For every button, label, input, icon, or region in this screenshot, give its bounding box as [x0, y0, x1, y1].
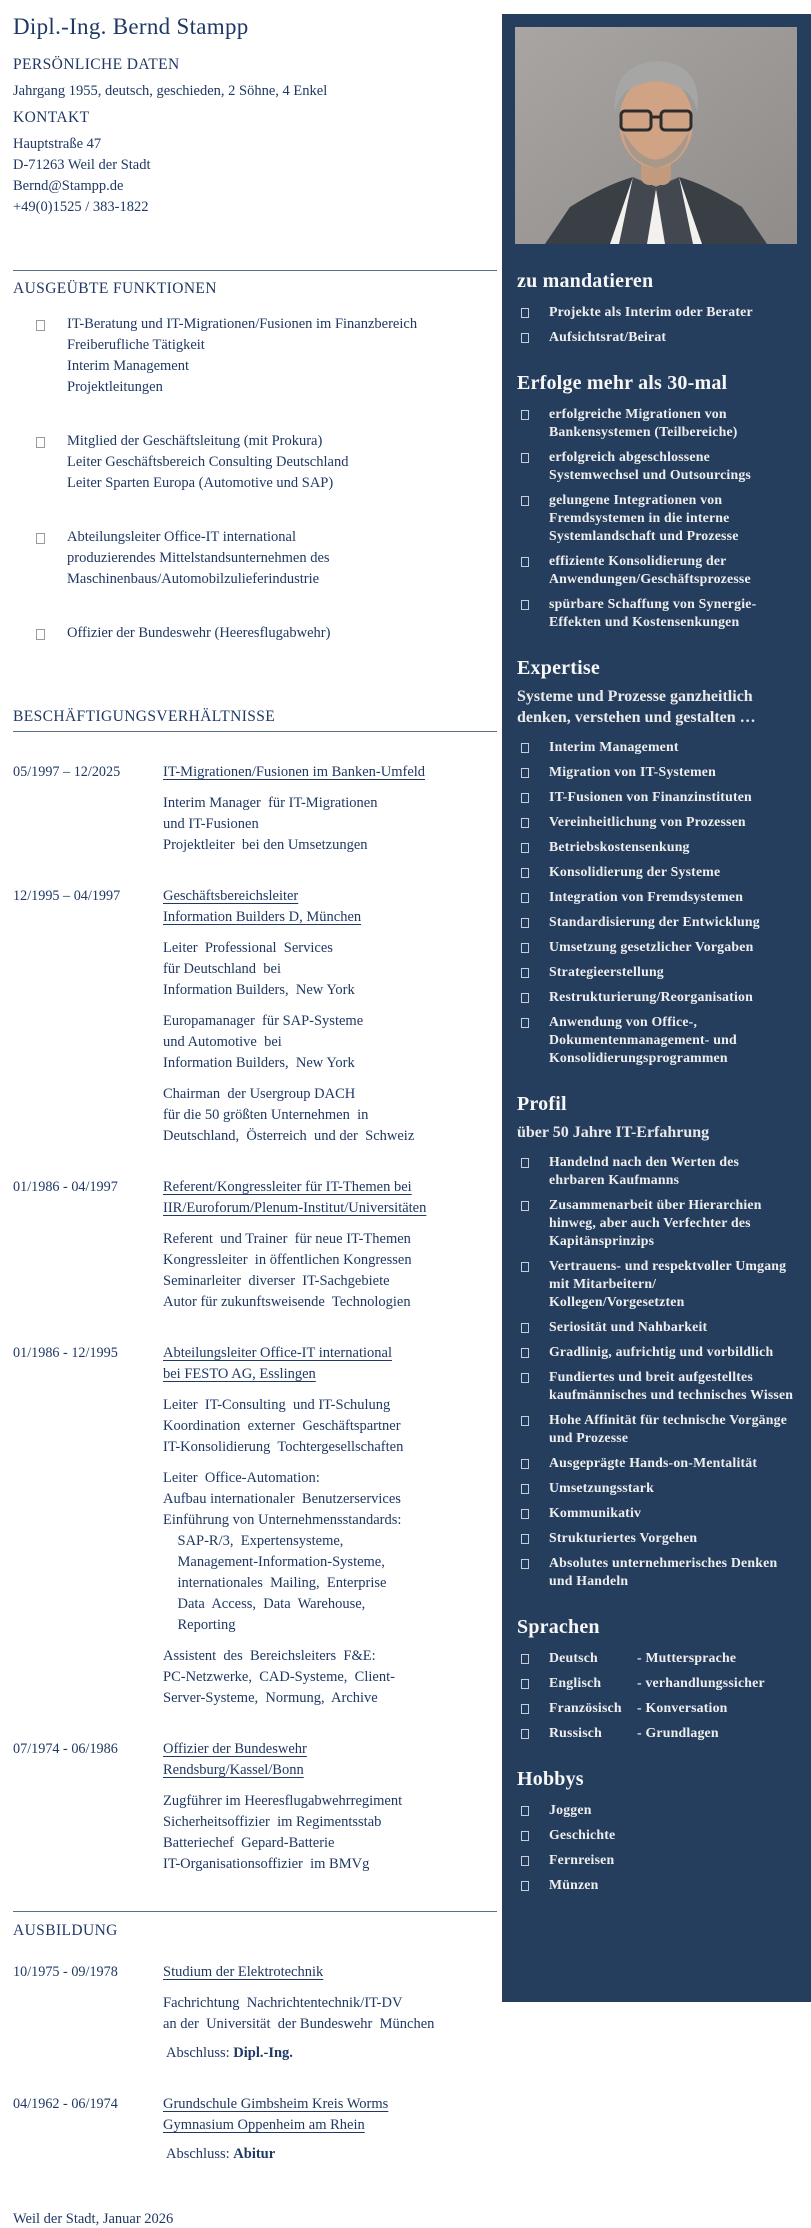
portrait-photo-image: [515, 27, 797, 244]
sidebar-heading: Erfolge mehr als 30-mal: [517, 372, 728, 394]
sidebar-section-zu-mandatieren: [517, 270, 795, 346]
sidebar-item: [517, 738, 795, 756]
sidebar-item: [517, 405, 795, 441]
entry-paragraph-line: SAP-R/3, Expertensysteme,: [163, 1533, 344, 1549]
bullet-square-icon: [521, 1509, 529, 1519]
function-item: [13, 431, 492, 494]
entry-title-line: Offizier der Bundeswehr: [163, 1741, 307, 1757]
entry-date: 01/1986 - 12/1995: [13, 1345, 118, 1361]
function-item-text: [67, 623, 330, 644]
function-item-line: Leiter Sparten Europa (Automotive und SAP): [67, 475, 334, 491]
entry-details: [163, 762, 492, 856]
sidebar-heading: Hobbys: [517, 1768, 584, 1790]
entry-title-line: Geschäftsbereichsleiter: [163, 888, 299, 904]
bullet-square-icon: [521, 1323, 529, 1333]
sidebar-heading: zu mandatieren: [517, 270, 654, 292]
entry-details: [163, 1962, 492, 2064]
sidebar-item-text: Gradlinig, aufrichtig und vorbildlich: [549, 1344, 774, 1359]
entry-paragraph-line: Leiter IT-Consulting und IT-Schulung: [163, 1397, 391, 1413]
sidebar-item: [517, 1479, 795, 1497]
language-level: - Konversation: [637, 1700, 728, 1715]
sidebar-section-profil: [517, 1093, 795, 1590]
entry-paragraph: [163, 1791, 492, 1875]
bullet-square-icon: [36, 320, 45, 331]
sidebar-item: [517, 448, 795, 484]
entry-paragraph-line: und IT-Fusionen: [163, 816, 259, 832]
sidebar-item: [517, 963, 795, 981]
contact-line: D-71263 Weil der Stadt: [13, 157, 151, 173]
bullet-square-icon: [521, 768, 529, 778]
entry-title: [163, 1962, 492, 1983]
entry-paragraph-line: für Deutschland bei: [163, 961, 281, 977]
sidebar-sections: [513, 270, 799, 1894]
entry-title-line: Information Builders D, München: [163, 909, 362, 925]
bullet-square-icon: [521, 968, 529, 978]
entry-title: [163, 1343, 492, 1385]
sidebar-item: [517, 491, 795, 545]
sidebar-item: [517, 1876, 795, 1894]
entry-paragraph-line: an der Universität der Bundeswehr München: [163, 2016, 435, 2032]
bullet-square-icon: [521, 1881, 529, 1891]
sidebar-item-text: Interim Management: [549, 739, 679, 754]
entry-paragraph-line: Fachrichtung Nachrichtentechnik/IT-DV: [163, 1995, 403, 2011]
sidebar-list: [517, 1153, 795, 1590]
sidebar-list: [517, 1649, 795, 1742]
sidebar-heading: Profil: [517, 1093, 567, 1115]
entry-title: [163, 886, 492, 928]
timeline-entry: [13, 1962, 492, 2064]
page-title: Dipl.-Ing. Bernd Stampp: [13, 14, 249, 39]
entry-paragraph-line: Information Builders, New York: [163, 1055, 355, 1071]
language-name: Russisch: [549, 1725, 602, 1740]
language-level: - Muttersprache: [637, 1650, 737, 1665]
entry-paragraph-line: internationales Mailing, Enterprise: [163, 1575, 387, 1591]
sidebar-item: [517, 552, 795, 588]
sidebar-item-text: erfolgreich abgeschlossene Systemwechsel und Outsourcings: [549, 449, 751, 482]
sidebar-item: [517, 1343, 795, 1361]
sidebar-section-expertise: [517, 657, 795, 1067]
bullet-square-icon: [521, 1534, 529, 1544]
entry-paragraph-line: Koordination externer Geschäftspartner: [163, 1418, 401, 1434]
degree-line: [163, 2144, 492, 2165]
function-item-line: Leiter Geschäftsbereich Consulting Deutschland: [67, 454, 349, 470]
degree-value: Abitur: [233, 2146, 276, 2162]
timeline-entry: [13, 886, 492, 1147]
entry-paragraph-line: Batteriechef Gepard-Batterie: [163, 1835, 335, 1851]
entry-title-line: Studium der Elektrotechnik: [163, 1964, 324, 1980]
bullet-square-icon: [521, 1559, 529, 1569]
sidebar-item-text: Umsetzung gesetzlicher Vorgaben: [549, 939, 754, 954]
section-divider: [13, 731, 497, 732]
entry-paragraph-line: Reporting: [163, 1617, 236, 1633]
entry-paragraph-line: Europamanager für SAP-Systeme: [163, 1013, 364, 1029]
function-item-line: Maschinenbaus/Automobilzulieferindustrie: [67, 571, 320, 587]
entry-title-line: Grundschule Gimbsheim Kreis Worms: [163, 2096, 389, 2112]
entry-paragraph-line: Leiter Office-Automation:: [163, 1470, 320, 1486]
entry-title-line: Rendsburg/Kassel/Bonn: [163, 1762, 304, 1778]
bullet-square-icon: [36, 629, 45, 640]
sidebar-item: [517, 1257, 795, 1311]
bullet-square-icon: [521, 496, 529, 506]
sidebar-item: [517, 1529, 795, 1547]
sidebar-item-text: Restrukturierung/Reorganisation: [549, 989, 753, 1004]
sidebar-list: [517, 1801, 795, 1894]
entry-title-line: Abteilungsleiter Office-IT international: [163, 1345, 392, 1361]
sidebar-item-text: Integration von Fremdsystemen: [549, 889, 744, 904]
entry-date: 12/1995 – 04/1997: [13, 888, 121, 904]
language-item-text: [549, 1649, 736, 1667]
sidebar-item: [517, 813, 795, 831]
sidebar-item: [517, 888, 795, 906]
personal-data-line: Jahrgang 1955, deutsch, geschieden, 2 Söhne, 4 Enkel: [13, 83, 328, 99]
bullet-square-icon: [521, 1373, 529, 1383]
sidebar-item: [517, 838, 795, 856]
entry-paragraph-line: Server-Systeme, Normung, Archive: [163, 1690, 378, 1706]
sidebar-section-sprachen: [517, 1616, 795, 1742]
entry-paragraph-line: Zugführer im Heeresflugabwehrregiment: [163, 1793, 403, 1809]
sidebar-item-text: Ausgeprägte Hands-on-Mentalität: [549, 1455, 758, 1470]
sidebar-item-text: Kommunikativ: [549, 1505, 642, 1520]
bullet-square-icon: [521, 333, 529, 343]
degree-line: [163, 2043, 492, 2064]
entry-title-line: IIR/Euroforum/Plenum-Institut/Universitäten: [163, 1200, 427, 1216]
entry-paragraph: [163, 1646, 492, 1709]
sidebar-item-text: Umsetzungsstark: [549, 1480, 654, 1495]
language-item: [517, 1699, 795, 1717]
bullet-square-icon: [521, 993, 529, 1003]
sidebar-item: [517, 863, 795, 881]
bullet-square-icon: [521, 1806, 529, 1816]
entry-paragraph-line: Autor für zukunftsweisende Technologien: [163, 1294, 411, 1310]
entry-details: [163, 886, 492, 1147]
functions-list: [13, 314, 492, 644]
function-item-line: Mitglied der Geschäftsleitung (mit Prokura): [67, 433, 323, 449]
sidebar-item-text: IT-Fusionen von Finanzinstituten: [549, 789, 752, 804]
sidebar-item-text: Absolutes unternehmerisches Denken und Handeln: [549, 1555, 778, 1588]
bullet-square-icon: [521, 1158, 529, 1168]
entry-title: [163, 1177, 492, 1219]
entry-paragraph-line: Management-Information-Systeme,: [163, 1554, 385, 1570]
employment-list: [13, 762, 492, 1875]
bullet-square-icon: [521, 943, 529, 953]
entry-paragraph-line: Referent und Trainer für neue IT-Themen: [163, 1231, 411, 1247]
place-date-line: Weil der Stadt, Januar 2026: [13, 2211, 174, 2227]
bullet-square-icon: [521, 1018, 529, 1028]
sidebar-list: [517, 405, 795, 631]
entry-paragraph-line: IT-Konsolidierung Tochtergesellschaften: [163, 1439, 404, 1455]
sidebar-item: [517, 938, 795, 956]
timeline-entry: [13, 1343, 492, 1709]
sidebar-heading: Expertise: [517, 657, 600, 679]
entry-title-line: Referent/Kongressleiter für IT-Themen bei: [163, 1179, 412, 1195]
sidebar-subtitle: Systeme und Prozesse ganzheitlich denken, verstehen und gestalten …: [517, 688, 756, 726]
entry-date: 01/1986 - 04/1997: [13, 1179, 118, 1195]
entry-paragraph-line: Deutschland, Österreich und der Schweiz: [163, 1128, 415, 1144]
sidebar-item-text: spürbare Schaffung von Synergie-Effekten und Kostensenkungen: [549, 596, 757, 629]
entry-paragraph: [163, 1468, 492, 1636]
timeline-entry: [13, 762, 492, 856]
sidebar-item-text: Zusammenarbeit über Hierarchien hinweg, aber auch Verfechter des Kapitänsprinzips: [549, 1197, 762, 1248]
contact-line: Hauptstraße 47: [13, 136, 102, 152]
language-item-text: [549, 1699, 728, 1717]
bullet-square-icon: [521, 1459, 529, 1469]
function-item-line: Abteilungsleiter Office-IT international: [67, 529, 296, 545]
language-item: [517, 1674, 795, 1692]
bullet-square-icon: [521, 1704, 529, 1714]
function-item: [13, 527, 492, 590]
sidebar-item-text: Handelnd nach den Werten des ehrbaren Kaufmanns: [549, 1154, 740, 1187]
language-name: Französisch: [549, 1700, 622, 1715]
bullet-square-icon: [521, 453, 529, 463]
entry-paragraph: [163, 938, 492, 1001]
education-list: [13, 1962, 492, 2165]
degree-value: Dipl.-Ing.: [233, 2045, 293, 2061]
language-name: Englisch: [549, 1675, 602, 1690]
sidebar-item: [517, 1454, 795, 1472]
function-item-text: [67, 314, 417, 398]
bullet-square-icon: [36, 437, 45, 448]
sidebar-item: [517, 1196, 795, 1250]
bullet-square-icon: [521, 1654, 529, 1664]
entry-title-line: IT-Migrationen/Fusionen im Banken-Umfeld: [163, 764, 426, 780]
entry-paragraph: [163, 1229, 492, 1313]
sidebar-item: [517, 1851, 795, 1869]
section-heading-contact: KONTAKT: [13, 109, 90, 126]
function-item-line: Projektleitungen: [67, 379, 163, 395]
entry-paragraph: [163, 793, 492, 856]
entry-details: [163, 1739, 492, 1875]
sidebar-item: [517, 1153, 795, 1189]
timeline-entry: [13, 1177, 492, 1313]
sidebar-item-text: erfolgreiche Migrationen von Bankensystemen (Teilbereiche): [549, 406, 738, 439]
timeline-entry: [13, 1739, 492, 1875]
bullet-square-icon: [521, 1856, 529, 1866]
entry-details: [163, 1177, 492, 1313]
sidebar-item: [517, 1368, 795, 1404]
sidebar-item-text: gelungene Integrationen von Fremdsystemen in die interne Systemlandschaft und Prozesse: [549, 492, 739, 543]
entry-date: 07/1974 - 06/1986: [13, 1741, 118, 1757]
bullet-square-icon: [521, 1484, 529, 1494]
bullet-square-icon: [521, 868, 529, 878]
sidebar-item: [517, 328, 795, 346]
language-name: Deutsch: [549, 1650, 598, 1665]
sidebar-item-text: Aufsichtsrat/Beirat: [549, 329, 667, 344]
function-item: [13, 314, 492, 398]
sidebar-item: [517, 595, 795, 631]
function-item-line: IT-Beratung und IT-Migrationen/Fusionen im Finanzbereich: [67, 316, 418, 332]
bullet-square-icon: [521, 843, 529, 853]
function-item-line: Interim Management: [67, 358, 189, 374]
entry-paragraph-line: Information Builders, New York: [163, 982, 355, 998]
sidebar-item: [517, 988, 795, 1006]
sidebar-item-text: effiziente Konsolidierung der Anwendungen/Geschäftsprozesse: [549, 553, 751, 586]
sidebar-item-text: Projekte als Interim oder Berater: [549, 304, 753, 319]
bullet-square-icon: [521, 918, 529, 928]
sidebar-item-text: Münzen: [549, 1877, 599, 1892]
bullet-square-icon: [521, 1201, 529, 1211]
entry-paragraph: [163, 1011, 492, 1074]
sidebar-item: [517, 913, 795, 931]
language-item-text: [549, 1674, 765, 1692]
bullet-square-icon: [521, 410, 529, 420]
bullet-square-icon: [521, 793, 529, 803]
entry-date: 10/1975 - 09/1978: [13, 1964, 118, 1980]
entry-paragraph: [163, 1993, 492, 2035]
language-item: [517, 1649, 795, 1667]
sidebar-item-text: Fundiertes und breit aufgestelltes kaufmännisches und technisches Wissen: [549, 1369, 794, 1402]
sidebar-item-text: Strukturiertes Vorgehen: [549, 1530, 698, 1545]
function-item-line: produzierendes Mittelstandsunternehmen des: [67, 550, 330, 566]
portrait-photo: [515, 27, 797, 244]
sidebar-item-text: Joggen: [549, 1802, 592, 1817]
section-heading-functions: AUSGEÜBTE FUNKTIONEN: [13, 280, 217, 297]
sidebar-item: [517, 763, 795, 781]
degree-label: Abschluss:: [166, 2045, 234, 2061]
language-item-text: [549, 1724, 719, 1742]
timeline-entry: [13, 2094, 492, 2165]
sidebar: [502, 14, 811, 2002]
sidebar-item: [517, 303, 795, 321]
contact-block: [13, 134, 492, 218]
sidebar-item-text: Konsolidierung der Systeme: [549, 864, 721, 879]
sidebar-item: [517, 1801, 795, 1819]
entry-details: [163, 1343, 492, 1709]
entry-paragraph-line: Data Access, Data Warehouse,: [163, 1596, 366, 1612]
sidebar-item-text: Hohe Affinität für technische Vorgänge und Prozesse: [549, 1412, 788, 1445]
degree-label: Abschluss:: [166, 2146, 234, 2162]
section-divider: [13, 1911, 497, 1912]
sidebar-list: [517, 303, 795, 346]
sidebar-item: [517, 1826, 795, 1844]
contact-line: +49(0)1525 / 383-1822: [13, 199, 149, 215]
bullet-square-icon: [521, 557, 529, 567]
sidebar-subtitle: über 50 Jahre IT-Erfahrung: [517, 1124, 710, 1141]
entry-paragraph-line: IT-Organisationsoffizier im BMVg: [163, 1856, 370, 1872]
contact-line: Bernd@Stampp.de: [13, 178, 124, 194]
entry-title: [163, 1739, 492, 1781]
sidebar-item: [517, 1504, 795, 1522]
bullet-square-icon: [521, 1679, 529, 1689]
entry-paragraph-line: Leiter Professional Services: [163, 940, 333, 956]
entry-paragraph-line: PC-Netzwerke, CAD-Systeme, Client-: [163, 1669, 395, 1685]
entry-paragraph-line: Aufbau internationaler Benutzerservices: [163, 1491, 401, 1507]
entry-date: 04/1962 - 06/1974: [13, 2096, 118, 2112]
sidebar-item: [517, 1013, 795, 1067]
entry-paragraph: [163, 1395, 492, 1458]
entry-paragraph-line: für die 50 größten Unternehmen in: [163, 1107, 369, 1123]
entry-paragraph-line: Interim Manager für IT-Migrationen: [163, 795, 378, 811]
language-level: - Grundlagen: [637, 1725, 719, 1740]
bullet-square-icon: [521, 1348, 529, 1358]
sidebar-item: [517, 1554, 795, 1590]
entry-paragraph-line: Assistent des Bereichsleiters F&E:: [163, 1648, 376, 1664]
sidebar-item-text: Betriebskostensenkung: [549, 839, 690, 854]
sidebar-item-text: Migration von IT-Systemen: [549, 764, 716, 779]
sidebar-list: [517, 738, 795, 1067]
entry-paragraph-line: Kongressleiter in öffentlichen Kongressen: [163, 1252, 412, 1268]
function-item-text: [67, 527, 330, 590]
entry-paragraph-line: Seminarleiter diverser IT-Sachgebiete: [163, 1273, 390, 1289]
entry-title-line: bei FESTO AG, Esslingen: [163, 1366, 316, 1382]
bullet-square-icon: [521, 1416, 529, 1426]
function-item-line: Freiberufliche Tätigkeit: [67, 337, 205, 353]
entry-title-line: Gymnasium Oppenheim am Rhein: [163, 2117, 365, 2133]
section-divider: [13, 270, 497, 271]
sidebar-item-text: Strategieerstellung: [549, 964, 664, 979]
bullet-square-icon: [521, 1831, 529, 1841]
sidebar-section-erfolge-mehr-als-30-mal: [517, 372, 795, 631]
entry-paragraph-line: und Automotive bei: [163, 1034, 282, 1050]
entry-paragraph-line: Einführung von Unternehmensstandards:: [163, 1512, 402, 1528]
section-heading-education: AUSBILDUNG: [13, 1922, 118, 1939]
entry-date: 05/1997 – 12/2025: [13, 764, 121, 780]
entry-paragraph-line: Projektleiter bei den Umsetzungen: [163, 837, 368, 853]
sidebar-item-text: Geschichte: [549, 1827, 616, 1842]
language-level: - verhandlungssicher: [637, 1675, 765, 1690]
sidebar-item: [517, 1318, 795, 1336]
entry-details: [163, 2094, 492, 2165]
language-item: [517, 1724, 795, 1742]
sidebar-item-text: Anwendung von Office-, Dokumentenmanagement- und Konsolidierungsprogrammen: [549, 1014, 737, 1065]
bullet-square-icon: [521, 818, 529, 828]
entry-paragraph-line: Chairman der Usergroup DACH: [163, 1086, 356, 1102]
bullet-square-icon: [521, 743, 529, 753]
sidebar-item-text: Standardisierung der Entwicklung: [549, 914, 760, 929]
bullet-square-icon: [521, 1262, 529, 1272]
entry-paragraph: [163, 1084, 492, 1147]
bullet-square-icon: [521, 308, 529, 318]
bullet-square-icon: [521, 893, 529, 903]
sidebar-heading: Sprachen: [517, 1616, 600, 1638]
bullet-square-icon: [36, 533, 45, 544]
sidebar-item: [517, 788, 795, 806]
bullet-square-icon: [521, 1729, 529, 1739]
sidebar-item-text: Seriosität und Nahbarkeit: [549, 1319, 708, 1334]
section-heading-employment: BESCHÄFTIGUNGSVERHÄLTNISSE: [13, 708, 276, 725]
function-item-line: Offizier der Bundeswehr (Heeresflugabwehr): [67, 625, 331, 641]
sidebar-item-text: Vertrauens- und respektvoller Umgang mit Mitarbeitern/ Kollegen/Vorgesetzten: [549, 1258, 787, 1309]
bullet-square-icon: [521, 600, 529, 610]
entry-title: [163, 2094, 492, 2136]
entry-title: [163, 762, 492, 783]
entry-paragraph-line: Sicherheitsoffizier im Regimentsstab: [163, 1814, 382, 1830]
sidebar-item-text: Fernreisen: [549, 1852, 615, 1867]
section-heading-personal: PERSÖNLICHE DATEN: [13, 56, 180, 73]
function-item: [13, 623, 492, 644]
sidebar-section-hobbys: [517, 1768, 795, 1894]
sidebar-item-text: Vereinheitlichung von Prozessen: [549, 814, 746, 829]
function-item-text: [67, 431, 348, 494]
sidebar-item: [517, 1411, 795, 1447]
